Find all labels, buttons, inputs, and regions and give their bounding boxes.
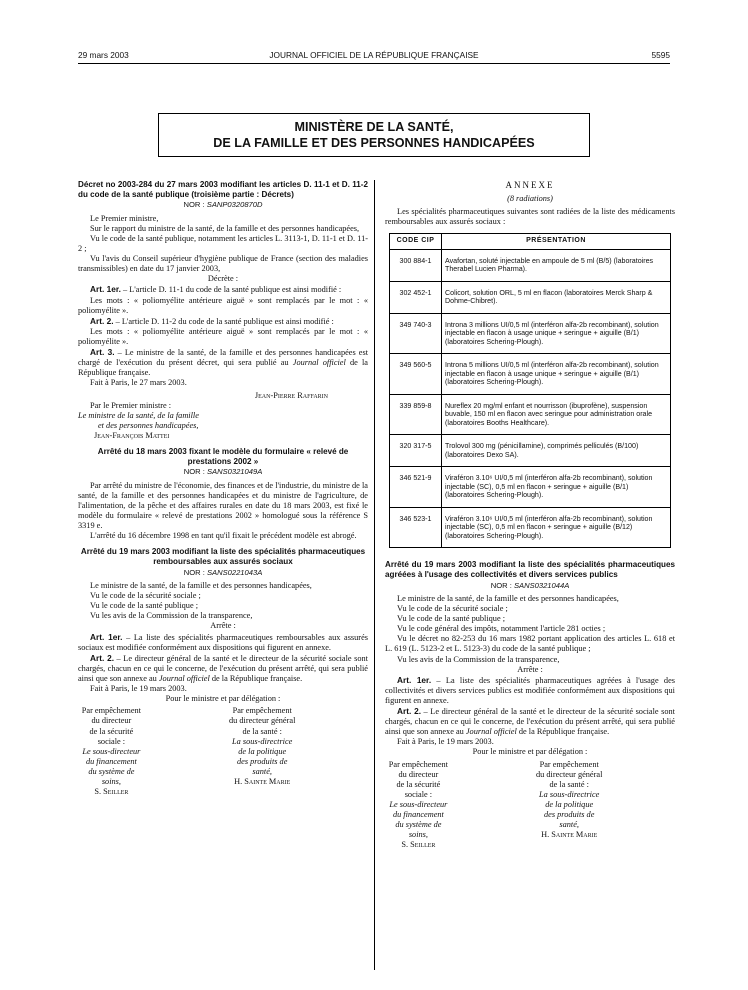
sig-line: La sous-directrice (539, 789, 600, 799)
arrete2-fait: Fait à Paris, le 19 mars 2003. (90, 684, 187, 694)
arrete2-nor (78, 568, 368, 577)
sig-line: Par empêchement (232, 706, 292, 716)
sig-name: S. Seiller (401, 840, 436, 850)
sig-line: Le sous-directeur (82, 746, 141, 756)
header-journal-title: JOURNAL OFFICIEL DE LA RÉPUBLIQUE FRANÇAISE (269, 50, 479, 60)
decret-p2: Sur le rapport du ministre de la santé, de la famille et des personnes handicapées, (90, 223, 360, 233)
sig-line: du directeur général de la santé : (229, 716, 296, 736)
arrete1-p2: L'arrêté du 16 décembre 1998 en tant qu'il fixait le précédent modèle est abrogé. (90, 531, 357, 541)
decret-nor (78, 200, 368, 209)
ministry-box (158, 113, 590, 157)
decret-art3 (78, 347, 368, 378)
decret-p4: Vu l'avis du Conseil supérieur d'hygiène publique de France (section des maladies transmissibles) en date du 17 janvier 2003, (78, 254, 368, 274)
radiations-table (389, 233, 671, 548)
table-row (390, 467, 671, 508)
presentation-cell: Introna 3 millions UI/0,5 ml (interféron alfa-2b recombinant), solution injectable en flacon à usage unique + seringue + aiguille (B/1) (laboratoires Schering-Plough). (442, 313, 671, 354)
table-row (390, 354, 671, 395)
arrete3-fait: Fait à Paris, le 19 mars 2003. (397, 737, 494, 747)
article-label: Art. 2. (90, 652, 114, 663)
arrete3-art2 (385, 706, 675, 737)
article-label: Art. 2. (397, 706, 421, 717)
cip-cell: 346 523-1 (390, 507, 442, 548)
signer-name: Jean-Pierre Raffarin (254, 390, 328, 400)
table-row (390, 281, 671, 313)
annexe-intro: Les spécialités pharmaceutiques suivantes sont radiées de la liste des médicaments remboursables aux assurés sociaux : (385, 207, 675, 227)
decret-decrete: Décrète : (207, 274, 239, 284)
article-text: de la République française. (209, 674, 303, 684)
decret-p1: Le Premier ministre, (90, 213, 159, 223)
arrete2-title: Arrêté du 19 mars 2003 modifiant la liste des spécialités pharmaceutiques remboursables aux assurés sociaux (80, 547, 366, 567)
article-label: Art. 3. (90, 347, 115, 358)
arrete3-arrete: Arrête : (517, 664, 543, 674)
nor-code: SANP0320870D (206, 200, 263, 210)
table-row (390, 394, 671, 435)
journal-ref: Journal officiel (292, 358, 346, 368)
decret-art1 (78, 284, 368, 295)
header-rule (78, 63, 670, 64)
signer-par: Par le Premier ministre : (90, 400, 172, 410)
table-row (390, 249, 671, 281)
arrete3-p6: Vu les avis de la Commission de la transparence, (397, 654, 560, 664)
col-header-cip: CODE CIP (390, 234, 442, 249)
table-header-row (390, 234, 671, 249)
arrete3-p2: Vu le code de la sécurité sociale ; (397, 603, 508, 613)
decret-fait: Fait à Paris, le 27 mars 2003. (90, 378, 187, 388)
arrete1-title: Arrêté du 18 mars 2003 fixant le modèle du formulaire « relevé de prestations 2002 » (97, 447, 349, 466)
cip-cell: 302 452-1 (390, 281, 442, 313)
arrete3-art1 (385, 675, 675, 706)
arrete2-p4: Vu les avis de la Commission de la transparence, (90, 611, 253, 621)
article-text: – L'article D. 11-1 du code de la santé publique est ainsi modifié : (120, 285, 342, 295)
arrete2-pour: Pour le ministre et par délégation : (165, 694, 281, 704)
cip-cell: 346 521-9 (390, 467, 442, 508)
arrete3-p4: Vu le code général des impôts, notamment l'article 281 octies ; (397, 624, 606, 634)
signature-right (536, 760, 675, 851)
presentation-cell: Viraféron 3.10⁶ UI/0,5 ml (interféron alfa-2b recombinant), solution injectable (SC), 0,5 ml en flacon + seringue + aiguille (B/12) (laboratoires Schering-Plough). (442, 507, 671, 548)
sig-line: de la politique (545, 800, 594, 810)
signature-left (385, 760, 524, 851)
right-column (385, 180, 675, 851)
presentation-cell: Colicort, solution ORL, 5 ml en flacon (laboratoires Merck Sharp & Dohme-Chibret). (442, 281, 671, 313)
sig-line: de la sécurité sociale : (396, 779, 441, 799)
table-row (390, 435, 671, 467)
sig-name: H. Sainte Marie (234, 777, 291, 787)
nor-label: NOR : (183, 567, 205, 577)
decret-p3: Vu le code de la santé publique, notamment les articles L. 3113-1, D. 11-1 et D. 11-2 ; (78, 233, 368, 253)
table-row (390, 313, 671, 354)
sig-line: du système de soins, (395, 820, 442, 840)
left-column (78, 180, 368, 797)
sig-name: H. Sainte Marie (541, 830, 598, 840)
header-page-number: 5595 (651, 50, 670, 60)
article-label: Art. 1er. (90, 284, 121, 295)
nor-label: NOR : (490, 580, 512, 590)
arrete2-signatures (78, 706, 368, 797)
arrete3-title: Arrêté du 19 mars 2003 modifiant la liste des spécialités pharmaceutiques agréées à l'usage des collectivités et divers services publics (385, 560, 675, 579)
table-row (390, 507, 671, 548)
sig-line: des produits de santé, (544, 810, 595, 830)
arrete3-signatures (385, 760, 675, 851)
sig-line: du financement (392, 810, 444, 820)
decret-art2-b: Les mots : « poliomyélite antérieure aiguë » sont remplacés par le mot : « poliomyélite ». (78, 326, 368, 346)
nor-code: SANS0221043A (206, 567, 263, 577)
article-text: de la République française. (516, 727, 610, 737)
column-divider (374, 180, 375, 970)
col-header-presentation: PRÉSENTATION (442, 234, 671, 249)
sig-line: du système de soins, (88, 767, 135, 787)
nor-code: SANS0321049A (206, 467, 263, 477)
journal-ref: Journal officiel (158, 674, 210, 684)
signature-left (78, 706, 217, 797)
sig-line: Par empêchement (539, 759, 599, 769)
decret-title: Décret no 2003-284 du 27 mars 2003 modifiant les articles D. 11-1 et D. 11-2 du code de la santé publique (troisième partie : Décrets) (78, 180, 368, 199)
nor-code: SANS0321044A (513, 580, 570, 590)
article-text: – L'article D. 11-2 du code de la santé publique est ainsi modifié : (113, 316, 334, 326)
arrete3-p1: Le ministre de la santé, de la famille et des personnes handicapées, (397, 593, 619, 603)
arrete1-nor (78, 467, 368, 476)
signature-right (229, 706, 368, 797)
ministry-line-2: DE LA FAMILLE ET DES PERSONNES HANDICAPÉES (213, 136, 535, 151)
arrete3-p3: Vu le code de la santé publique ; (397, 614, 506, 624)
journal-ref: Journal officiel (465, 727, 517, 737)
presentation-cell: Introna 5 millions UI/0,5 ml (interféron alfa-2b recombinant), solution injectable en flacon à usage unique + seringue + aiguille (B/1) (laboratoires Schering-Plough). (442, 354, 671, 395)
cip-cell: 349 560-5 (390, 354, 442, 395)
article-label: Art. 1er. (90, 631, 123, 642)
decret-art1-b: Les mots : « poliomyélite antérieure aiguë » sont remplacés par le mot : « poliomyélite ». (78, 295, 368, 315)
article-text: de la République française. (78, 358, 368, 378)
presentation-cell: Viraféron 3.10⁶ UI/0,5 ml (interféron alfa-2b recombinant), solution injectable (SC), 0,5 ml en flacon + seringue + aiguille (B/1) (laboratoires Schering-Plough). (442, 467, 671, 508)
sig-line: La sous-directrice (232, 736, 293, 746)
presentation-cell: Avafortan, soluté injectable en ampoule de 5 ml (B/5) (laboratoires Therabel Lucien Pharma). (442, 249, 671, 281)
arrete3-pour: Pour le ministre et par délégation : (472, 747, 588, 757)
arrete3-p5: Vu le décret no 82-253 du 16 mars 1982 portant application des articles L. 618 et L. 619 (L. 5123-2 et L. 5123-3) du code de la santé publique ; (385, 634, 675, 654)
nor-label: NOR : (183, 467, 205, 477)
cip-cell: 349 740-3 (390, 313, 442, 354)
article-text: – Le ministre de la santé, de la famille et des personnes handicapées est chargé de l'exécution du présent décret, qui sera publié au (78, 348, 369, 368)
arrete2-arrete: Arrête : (210, 621, 236, 631)
sig-line: de la politique (238, 746, 287, 756)
arrete2-p3: Vu le code de la santé publique ; (90, 601, 199, 611)
sig-name: S. Seiller (94, 787, 129, 797)
decret-signature (78, 391, 368, 442)
annexe-subtitle: (8 radiations) (507, 193, 553, 203)
minister-line-1: Le ministre de la santé, de la famille (78, 410, 199, 420)
minister-line-2: et des personnes handicapées, (98, 420, 199, 430)
article-text: – La liste des spécialités pharmaceutiques remboursables aux assurés sociaux est modifiée conformément aux dispositions qui figurent en annexe. (78, 632, 368, 652)
nor-label: NOR : (183, 200, 205, 210)
sig-line: Par empêchement du directeur (81, 706, 141, 726)
arrete2-art1 (78, 632, 368, 653)
header-date: 29 mars 2003 (78, 50, 129, 60)
article-label: Art. 2. (90, 315, 114, 326)
ministry-line-1: MINISTÈRE DE LA SANTÉ, (294, 120, 454, 134)
sig-line: du financement (85, 756, 137, 766)
article-label: Art. 1er. (397, 674, 432, 685)
cip-cell: 339 859-8 (390, 394, 442, 435)
annexe-title: ANNEXE (505, 180, 555, 190)
cip-cell: 300 884-1 (390, 249, 442, 281)
article-text: – Le directeur général de la santé et le directeur de la sécurité sociale sont chargés, chacun en ce qui le concerne, de l'exécution du présent arrêté, qui sera publié ainsi que son annexe au (78, 653, 368, 684)
arrete2-p1: Le ministre de la santé, de la famille et des personnes handicapées, (90, 581, 312, 591)
arrete2-p2: Vu le code de la sécurité sociale ; (90, 591, 201, 601)
page-header (78, 50, 670, 62)
arrete2-art2 (78, 653, 368, 684)
arrete3-nor (385, 581, 675, 590)
sig-line: de la sécurité sociale : (89, 726, 134, 746)
article-text: – La liste des spécialités pharmaceutiques agréées à l'usage des collectivités et divers services publics est modifiée conformément aux dispositions qui figurent en annexe. (385, 675, 675, 705)
cip-cell: 320 317-5 (390, 435, 442, 467)
sig-line: du directeur général de la santé : (536, 769, 603, 789)
article-text: – Le directeur général de la santé et le directeur de la sécurité sociale sont chargés, chacun en ce qui le concerne, de l'exécution du présent arrêté, qui sera publié ainsi que son annexe au (385, 707, 675, 737)
decret-art2 (78, 316, 368, 327)
sig-line: des produits de santé, (237, 756, 288, 776)
sig-line: Par empêchement du directeur (388, 759, 448, 779)
presentation-cell: Trolovol 300 mg (pénicillamine), comprimés pelliculés (B/100) (laboratoires Dexo SA). (442, 435, 671, 467)
presentation-cell: Nureflex 20 mg/ml enfant et nourrisson (ibuprofène), suspension buvable, 150 ml en flacon avec seringue pour administration orale (laboratoires Booths Healthcare). (442, 394, 671, 435)
sig-line: Le sous-directeur (389, 800, 448, 810)
arrete1-p1: Par arrêté du ministre de l'économie, des finances et de l'industrie, du ministre de la santé, de la famille et des personnes handicapées et du ministre de l'agriculture, de l'alimentation, de la pêche et des affaires rurales en date du 18 mars 2003, est fixé le modèle du formulaire « relevé de prestations 2002 » homologué sous la référence S 3319 e. (78, 480, 368, 531)
minister-name: Jean-François Mattei (94, 430, 170, 440)
